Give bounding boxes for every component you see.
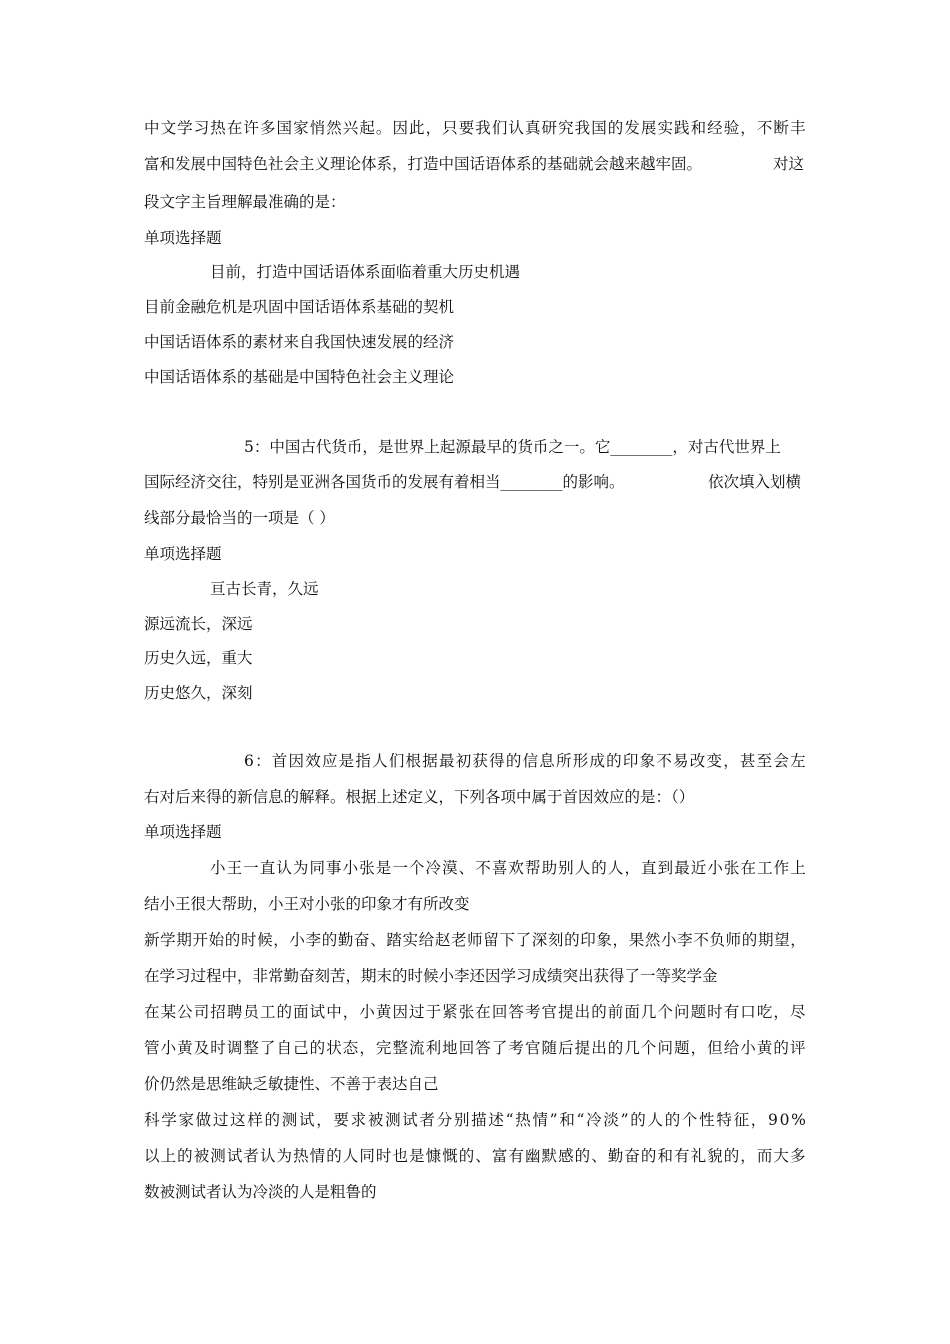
q4-stem-line-1: 中 文 学 习 热 在 许 多 国 家 悄 然 兴 起 。 因 此 ， 只 要 我 们 认 真 研 究 我 国 的 发 展 实 践 和 经 验 ， 不 断 丰 — [144, 119, 806, 137]
q4-stem-line-2-tail: 对这 — [773, 155, 805, 173]
q5-option-c[interactable]: 历史久远，重大 — [144, 649, 253, 667]
q4-stem-line-2: 富和发展中国特色社会主义理论体系，打造中国话语体系的基础就会越来越牢固。 — [144, 155, 703, 173]
q4-option-b[interactable]: 目前金融危机是巩固中国话语体系基础的契机 — [144, 298, 455, 316]
q5-stem-line-3: 线部分最恰当的一项是（ ） — [144, 509, 335, 527]
q6-question-type: 单项选择题 — [144, 823, 222, 841]
q6-option-c-line-3[interactable]: 价仍然是思维缺乏敏捷性、不善于表达自己 — [144, 1075, 439, 1093]
q4-question-type: 单项选择题 — [144, 229, 222, 247]
q6-stem-line-2: 右对后来得的新信息的解释。根据上述定义，下列各项中属于首因效应的是：（） — [144, 788, 695, 806]
q5-stem-line-1: 5：中国古代货币，是世界上起源最早的货币之一。它________，对古代世界上 — [244, 438, 781, 456]
q4-option-a[interactable]: 目前，打造中国话语体系面临着重大历史机遇 — [210, 263, 521, 281]
q5-stem-line-2: 国际经济交往，特别是亚洲各国货币的发展有着相当________的影响。 — [144, 473, 625, 491]
q6-option-b-line-1[interactable]: 新 学 期 开 始 的 时 候 ， 小 李 的 勤 奋 、 踏 实 给 赵 老 师 留 下 了 深 刻 的 印 象 ， 果 然 小 李 不 负 师 的 期 望 ， — [144, 931, 806, 949]
q6-option-a-line-1[interactable]: 小 王 一 直 认 为 同 事 小 张 是 一 个 冷 漠 、 不 喜 欢 帮 助 别 人 的 人 ， 直 到 最 近 小 张 在 工 作 上 — [210, 859, 806, 877]
q5-stem-line-2-tail: 依次填入划横 — [708, 473, 802, 491]
q4-option-d[interactable]: 中国话语体系的基础是中国特色社会主义理论 — [144, 368, 455, 386]
q6-option-d-line-3[interactable]: 数被测试者认为冷淡的人是粗鲁的 — [144, 1183, 377, 1201]
q6-option-b-line-2[interactable]: 在学习过程中，非常勤奋刻苦，期末的时候小李还因学习成绩突出获得了一等奖学金 — [144, 967, 718, 985]
q4-option-c[interactable]: 中国话语体系的素材来自我国快速发展的经济 — [144, 333, 455, 351]
q6-option-c-line-1[interactable]: 在 某 公 司 招 聘 员 工 的 面 试 中 ， 小 黄 因 过 于 紧 张 在 回 答 考 官 提 出 的 前 面 几 个 问 题 时 有 口 吃 ， 尽 — [144, 1003, 806, 1021]
q5-option-d[interactable]: 历史悠久，深刻 — [144, 684, 253, 702]
q5-option-b[interactable]: 源远流长，深远 — [144, 615, 253, 633]
q5-question-type: 单项选择题 — [144, 545, 222, 563]
q6-stem-line-1: 6 ： 首 因 效 应 是 指 人 们 根 据 最 初 获 得 的 信 息 所 形 成 的 印 象 不 易 改 变 ， 甚 至 会 左 — [244, 752, 806, 770]
q6-option-d-line-1[interactable]: 科 学 家 做 过 这 样 的 测 试 ， 要 求 被 测 试 者 分 别 描 述 “ 热 情 ” 和 “ 冷 淡 ” 的 人 的 个 性 特 征 ， 9 0 % — [144, 1111, 806, 1129]
q6-option-a-line-2[interactable]: 结小王很大帮助，小王对小张的印象才有所改变 — [144, 895, 470, 913]
q5-option-a[interactable]: 亘古长青，久远 — [210, 580, 319, 598]
q6-option-c-line-2[interactable]: 管 小 黄 及 时 调 整 了 自 己 的 状 态 ， 完 整 流 利 地 回 答 了 考 官 随 后 提 出 的 几 个 问 题 ， 但 给 小 黄 的 评 — [144, 1039, 806, 1057]
q4-stem-line-3: 段文字主旨理解最准确的是： — [144, 193, 346, 211]
q6-option-d-line-2[interactable]: 以 上 的 被 测 试 者 认 为 热 情 的 人 同 时 也 是 慷 慨 的 、 富 有 幽 默 感 的 、 勤 奋 的 和 有 礼 貌 的 ， 而 大 多 — [144, 1147, 806, 1165]
